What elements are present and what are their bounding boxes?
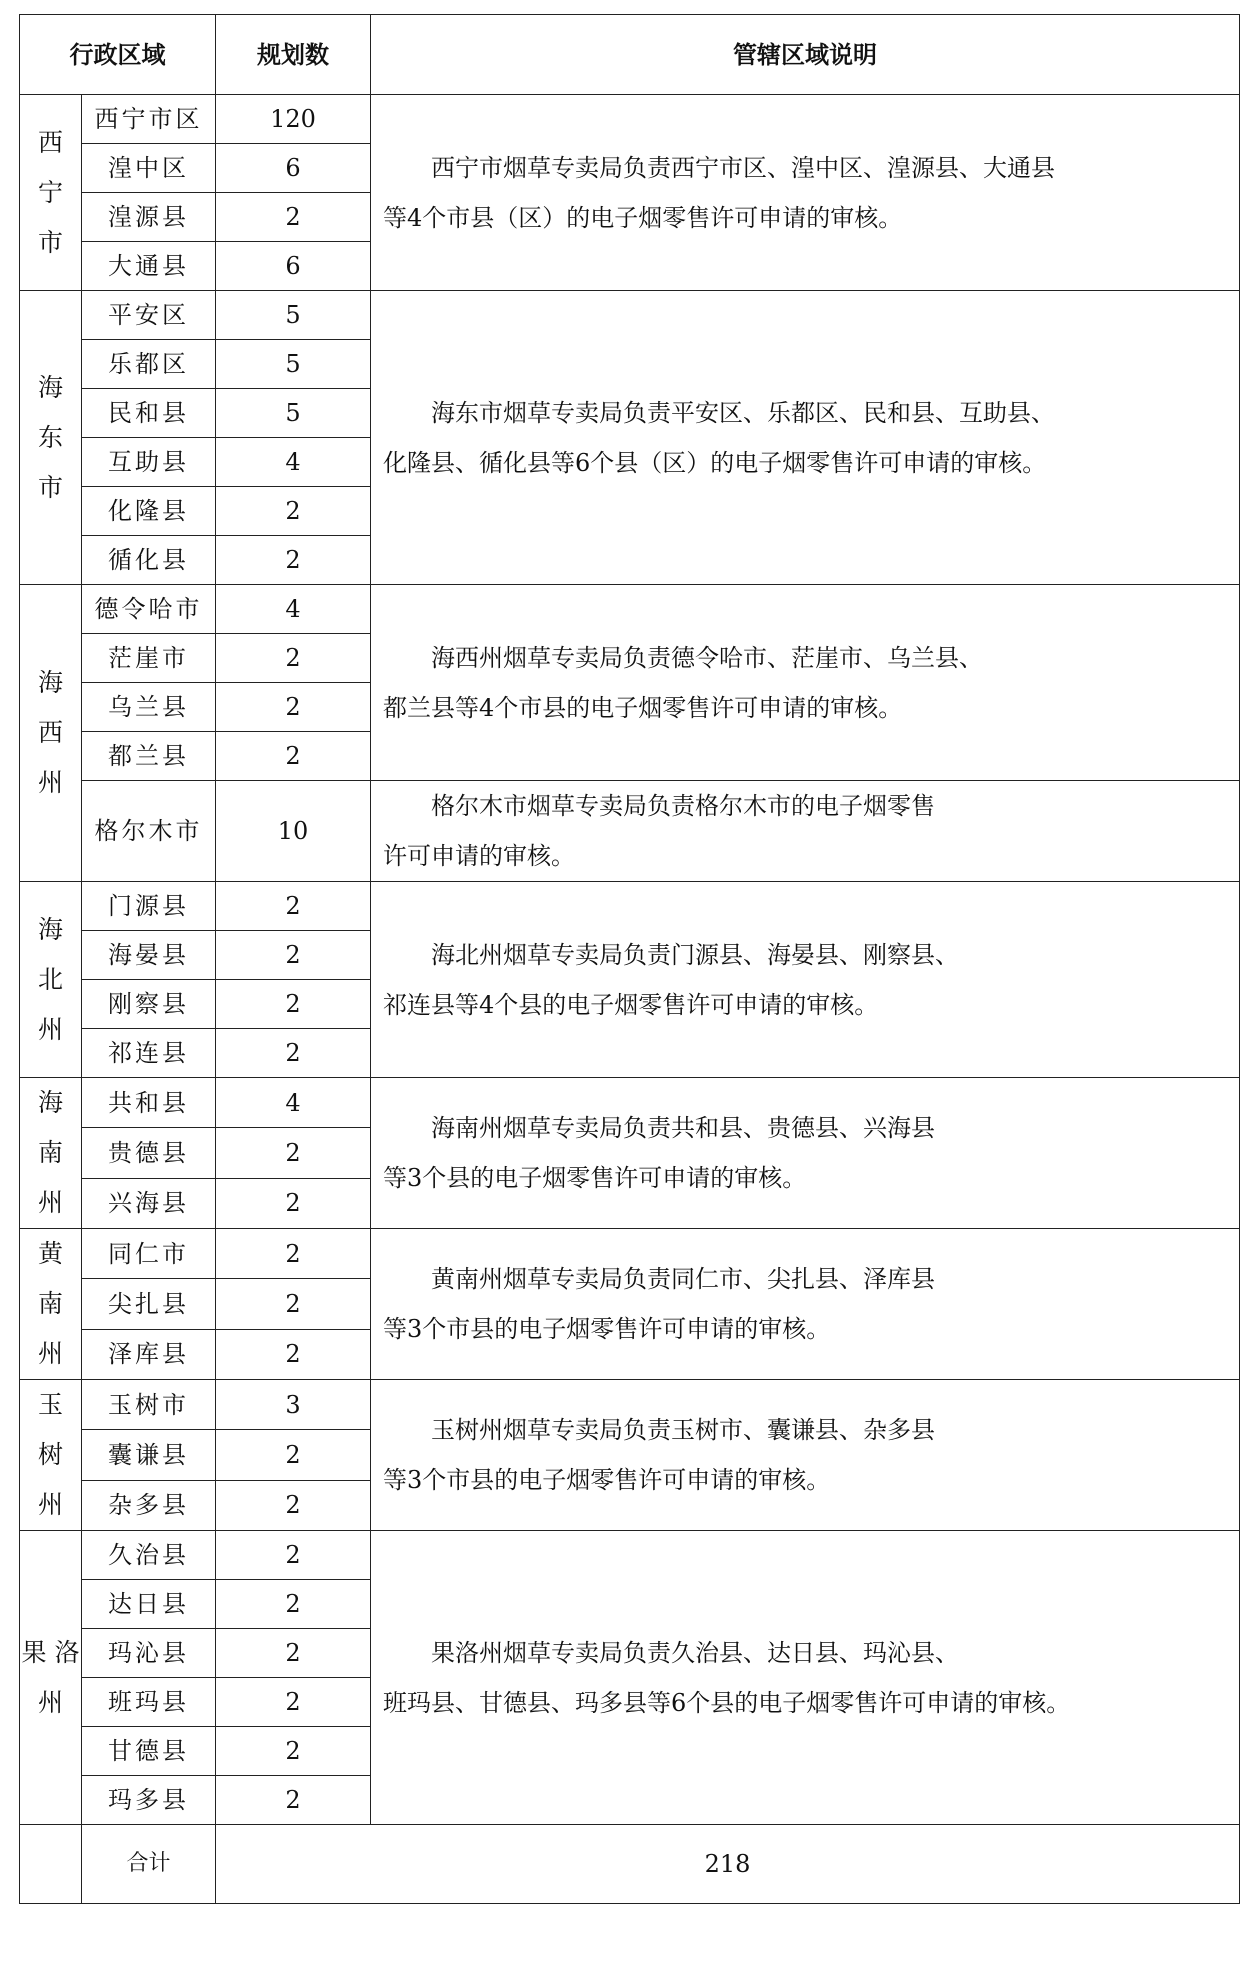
planned-count-cell: 2 — [216, 1580, 371, 1629]
planned-count-cell: 5 — [216, 291, 371, 340]
county-name-cell: 囊谦县 — [82, 1430, 216, 1480]
planned-count-cell: 2 — [216, 1678, 371, 1727]
desc-text: 等3个县的电子烟零售许可申请的审核。 — [383, 1164, 807, 1192]
desc-text: 许可申请的审核。 — [383, 842, 575, 870]
region-name-char: 海 — [37, 668, 63, 697]
jurisdiction-desc-line — [383, 1254, 1229, 1304]
total-value: 218 — [216, 1825, 1240, 1904]
region-name-cell — [20, 1229, 82, 1380]
county-name-cell: 泽库县 — [82, 1329, 216, 1379]
county-name-cell: 循化县 — [82, 536, 216, 585]
planned-count-cell: 2 — [216, 1329, 371, 1379]
county-name-cell: 班玛县 — [82, 1678, 216, 1727]
planned-count-cell: 120 — [216, 95, 371, 144]
region-name-char: 南 — [37, 1138, 63, 1167]
table-row — [20, 1531, 1240, 1580]
region-name-char: 市 — [37, 472, 63, 502]
desc-text: 海东市烟草专卖局负责平安区、乐都区、民和县、互助县、 — [431, 398, 1055, 427]
county-name-cell: 湟中区 — [82, 144, 216, 193]
jurisdiction-desc-line — [383, 980, 1229, 1030]
planned-count-cell: 2 — [216, 1430, 371, 1480]
county-name-cell: 西宁市区 — [82, 95, 216, 144]
jurisdiction-desc-cell — [371, 781, 1240, 882]
region-name-char: 市 — [37, 227, 63, 257]
region-name-char: 东 — [37, 422, 63, 452]
county-name-cell: 民和县 — [82, 389, 216, 438]
jurisdiction-desc-line — [383, 438, 1229, 488]
county-name-cell: 湟源县 — [82, 193, 216, 242]
county-name-cell: 化隆县 — [82, 487, 216, 536]
region-name-char: 西 — [37, 718, 63, 747]
region-name-cell — [20, 1078, 82, 1229]
county-name-cell: 格尔木市 — [82, 781, 216, 882]
county-name-cell: 兴海县 — [82, 1178, 216, 1228]
county-name-cell: 杂多县 — [82, 1480, 216, 1530]
region-name-char: 南 — [37, 1289, 63, 1318]
header-planned-count: 规划数 — [216, 15, 371, 95]
planned-count-cell: 2 — [216, 980, 371, 1029]
desc-text: 海南州烟草专卖局负责共和县、贵德县、兴海县 — [431, 1114, 935, 1142]
jurisdiction-desc-cell — [371, 1229, 1240, 1380]
region-name-char: 海 — [37, 1088, 63, 1117]
jurisdiction-desc-line — [383, 1678, 1229, 1728]
table-row — [20, 585, 1240, 634]
jurisdiction-desc-line — [383, 831, 1229, 881]
planned-count-cell: 5 — [216, 389, 371, 438]
planned-count-cell: 2 — [216, 1629, 371, 1678]
desc-text: 格尔木市烟草专卖局负责格尔木市的电子烟零售 — [431, 792, 935, 820]
region-name-char: 海 — [37, 372, 63, 402]
region-name-cell — [20, 585, 82, 882]
county-name-cell: 久治县 — [82, 1531, 216, 1580]
jurisdiction-desc-line — [383, 143, 1229, 193]
table-row — [20, 1380, 1240, 1430]
jurisdiction-desc-line — [383, 781, 1229, 831]
planned-count-cell: 2 — [216, 931, 371, 980]
planned-count-cell: 2 — [216, 1531, 371, 1580]
planned-count-cell: 2 — [216, 1279, 371, 1329]
desc-text: 祁连县等4个县的电子烟零售许可申请的审核。 — [383, 990, 879, 1019]
planned-count-cell: 4 — [216, 585, 371, 634]
region-name-char: 州 — [37, 1188, 63, 1217]
planned-count-cell: 4 — [216, 1078, 371, 1128]
jurisdiction-desc-cell — [371, 1078, 1240, 1229]
desc-text: 黄南州烟草专卖局负责同仁市、尖扎县、泽库县 — [431, 1265, 935, 1293]
planned-count-cell: 2 — [216, 732, 371, 781]
planned-count-cell: 2 — [216, 882, 371, 931]
desc-text: 等3个市县的电子烟零售许可申请的审核。 — [383, 1315, 831, 1343]
desc-text: 都兰县等4个市县的电子烟零售许可申请的审核。 — [383, 693, 903, 722]
jurisdiction-desc-line — [383, 1153, 1229, 1203]
planned-count-cell: 5 — [216, 340, 371, 389]
county-name-cell: 玛多县 — [82, 1776, 216, 1825]
planned-count-cell: 2 — [216, 1480, 371, 1530]
county-name-cell: 玛沁县 — [82, 1629, 216, 1678]
desc-text: 化隆县、循化县等6个县（区）的电子烟零售许可申请的审核。 — [383, 448, 1047, 477]
county-name-cell: 茫崖市 — [82, 634, 216, 683]
planned-count-cell: 2 — [216, 1776, 371, 1825]
county-name-cell: 乌兰县 — [82, 683, 216, 732]
planned-count-cell: 10 — [216, 781, 371, 882]
planned-count-cell: 2 — [216, 683, 371, 732]
desc-text: 果洛州烟草专卖局负责久治县、达日县、玛沁县、 — [431, 1638, 959, 1667]
desc-text: 海西州烟草专卖局负责德令哈市、茫崖市、乌兰县、 — [431, 643, 983, 672]
region-name-cell — [20, 291, 82, 585]
jurisdiction-desc-line — [383, 683, 1229, 733]
planned-count-cell: 6 — [216, 242, 371, 291]
table-row — [20, 1229, 1240, 1279]
table-row — [20, 1078, 1240, 1128]
region-name-char: 州 — [37, 1490, 63, 1519]
jurisdiction-desc-cell — [371, 1531, 1240, 1825]
planned-count-cell: 3 — [216, 1380, 371, 1430]
header-jurisdiction-desc: 管辖区域说明 — [371, 15, 1240, 95]
planned-count-cell: 4 — [216, 438, 371, 487]
jurisdiction-desc-line — [383, 1628, 1229, 1678]
region-name-cell — [20, 1531, 82, 1825]
county-name-cell: 达日县 — [82, 1580, 216, 1629]
header-row — [20, 15, 1240, 95]
desc-text: 玉树州烟草专卖局负责玉树市、囊谦县、杂多县 — [431, 1416, 935, 1444]
county-name-cell: 甘德县 — [82, 1727, 216, 1776]
jurisdiction-desc-line — [383, 1103, 1229, 1153]
planned-count-cell: 2 — [216, 1727, 371, 1776]
region-name-char: 玉 — [37, 1390, 63, 1419]
table-row — [20, 781, 1240, 882]
region-name-cell — [20, 95, 82, 291]
desc-text: 等4个市县（区）的电子烟零售许可申请的审核。 — [383, 203, 903, 232]
jurisdiction-desc-cell — [371, 882, 1240, 1078]
region-name-char: 西 — [37, 127, 63, 157]
desc-text: 海北州烟草专卖局负责门源县、海晏县、刚察县、 — [431, 940, 959, 969]
county-name-cell: 海晏县 — [82, 931, 216, 980]
jurisdiction-desc-line — [383, 1304, 1229, 1354]
planned-count-cell: 2 — [216, 1229, 371, 1279]
jurisdiction-desc-line — [383, 930, 1229, 980]
county-name-cell: 都兰县 — [82, 732, 216, 781]
county-name-cell: 共和县 — [82, 1078, 216, 1128]
desc-text: 班玛县、甘德县、玛多县等6个县的电子烟零售许可申请的审核。 — [383, 1688, 1071, 1717]
desc-text: 西宁市烟草专卖局负责西宁市区、湟中区、湟源县、大通县 — [431, 153, 1055, 182]
planned-count-cell: 2 — [216, 1128, 371, 1178]
county-name-cell: 贵德县 — [82, 1128, 216, 1178]
region-name-cell — [20, 882, 82, 1078]
total-label: 合计 — [82, 1825, 216, 1904]
total-empty-cell — [20, 1825, 82, 1904]
table-row — [20, 95, 1240, 144]
desc-text: 等3个市县的电子烟零售许可申请的审核。 — [383, 1466, 831, 1494]
region-name-char: 树 — [37, 1440, 63, 1469]
header-admin-region: 行政区域 — [20, 15, 216, 95]
county-name-cell: 玉树市 — [82, 1380, 216, 1430]
allocation-table-container — [19, 14, 1239, 1904]
region-name-char: 州 — [37, 1339, 63, 1368]
planned-count-cell: 2 — [216, 634, 371, 683]
jurisdiction-desc-cell — [371, 95, 1240, 291]
county-name-cell: 大通县 — [82, 242, 216, 291]
jurisdiction-desc-line — [383, 633, 1229, 683]
jurisdiction-desc-line — [383, 1405, 1229, 1455]
county-name-cell: 德令哈市 — [82, 585, 216, 634]
planned-count-cell: 2 — [216, 487, 371, 536]
planned-count-cell: 2 — [216, 536, 371, 585]
jurisdiction-desc-line — [383, 388, 1229, 438]
table-row — [20, 291, 1240, 340]
county-name-cell: 同仁市 — [82, 1229, 216, 1279]
region-name-char: 黄 — [37, 1239, 63, 1268]
allocation-table — [19, 14, 1240, 1904]
table-row — [20, 882, 1240, 931]
region-name-cell — [20, 1380, 82, 1531]
total-row — [20, 1825, 1240, 1904]
county-name-cell: 乐都区 — [82, 340, 216, 389]
jurisdiction-desc-line — [383, 1455, 1229, 1505]
region-name-char: 北 — [37, 964, 63, 994]
county-name-cell: 互助县 — [82, 438, 216, 487]
region-name-char: 州 — [37, 1687, 63, 1717]
planned-count-cell: 6 — [216, 144, 371, 193]
county-name-cell: 门源县 — [82, 882, 216, 931]
table-body — [20, 95, 1240, 1904]
region-name-char: 宁 — [37, 177, 63, 207]
jurisdiction-desc-cell — [371, 291, 1240, 585]
county-name-cell: 尖扎县 — [82, 1279, 216, 1329]
planned-count-cell: 2 — [216, 1178, 371, 1228]
planned-count-cell: 2 — [216, 1029, 371, 1078]
county-name-cell: 平安区 — [82, 291, 216, 340]
jurisdiction-desc-cell — [371, 1380, 1240, 1531]
region-name-char: 州 — [37, 768, 63, 797]
region-name-char: 海 — [37, 914, 63, 944]
county-name-cell: 祁连县 — [82, 1029, 216, 1078]
region-name-char: 州 — [37, 1014, 63, 1044]
jurisdiction-desc-cell — [371, 585, 1240, 781]
region-name-char: 果 洛 — [21, 1637, 80, 1667]
county-name-cell: 刚察县 — [82, 980, 216, 1029]
planned-count-cell: 2 — [216, 193, 371, 242]
jurisdiction-desc-line — [383, 193, 1229, 243]
